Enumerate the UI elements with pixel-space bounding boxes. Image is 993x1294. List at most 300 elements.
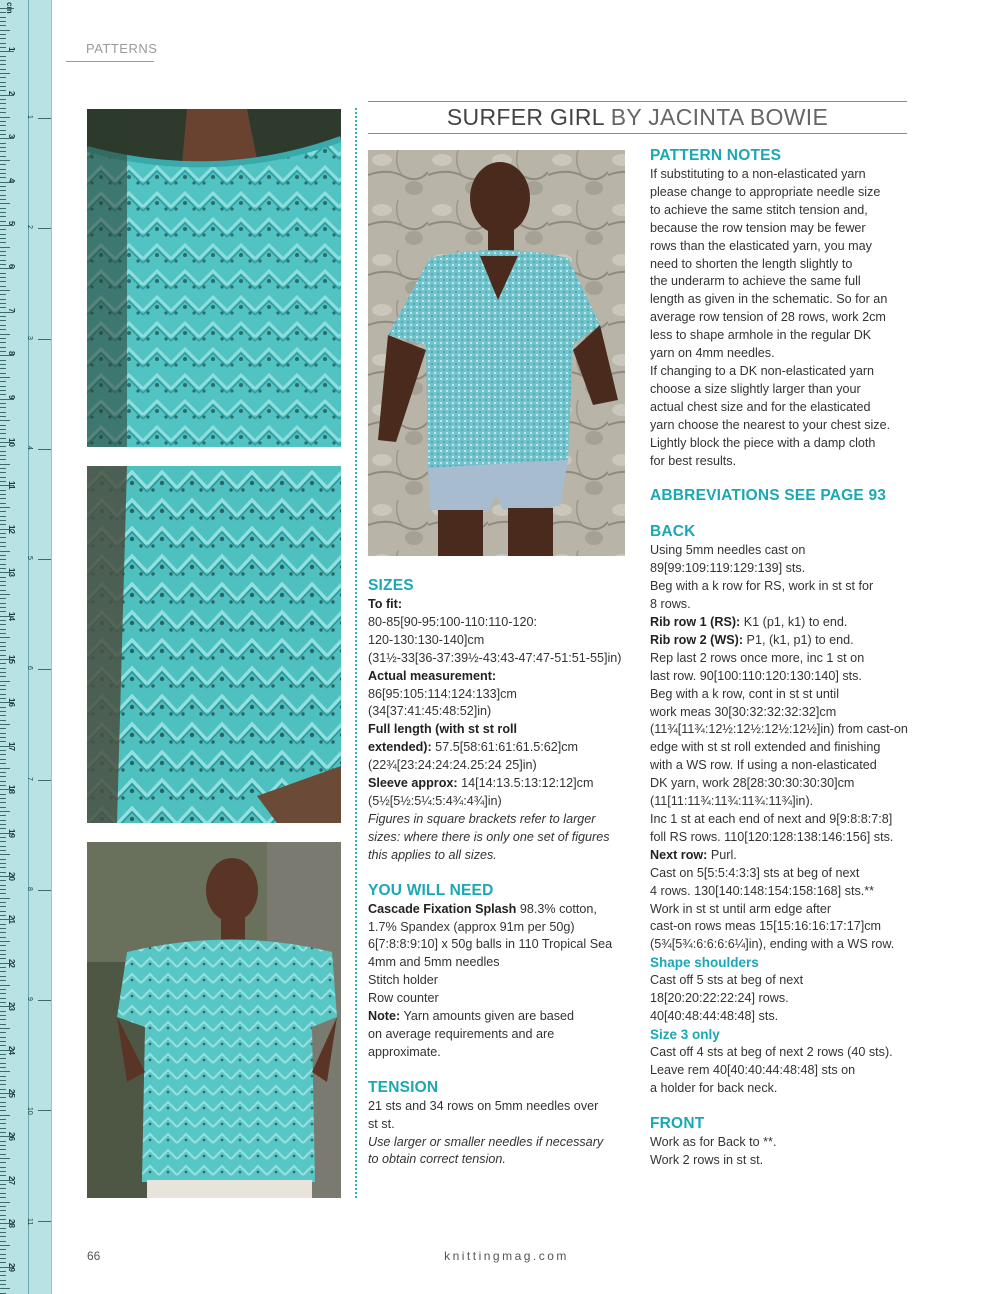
ruler-tick [0, 629, 6, 630]
ruler-tick [0, 299, 6, 300]
ruler-tick [0, 433, 6, 434]
shoulders-line: Cast off 5 sts at beg of next [650, 973, 804, 988]
notes-line: yarn choose the nearest to your chest size. [650, 417, 891, 432]
ruler-tick [0, 1115, 10, 1116]
ruler-cm-number: 5 [7, 221, 16, 226]
ruler-tick [0, 1002, 6, 1003]
ruler-tick [0, 103, 6, 104]
ruler-tick [0, 637, 10, 638]
ruler-tick [0, 603, 6, 604]
ruler-tick [0, 17, 6, 18]
ruler-tick [0, 646, 6, 647]
ruler-tick [0, 360, 6, 361]
ruler-tick [0, 503, 6, 504]
ruler-tick [0, 1228, 6, 1229]
ruler-tick [0, 203, 10, 204]
ruler-tick [0, 728, 6, 729]
ruler-tick [0, 967, 6, 968]
ruler-tick [0, 1271, 6, 1272]
notes-line: less to shape armhole in the regular DK [650, 328, 872, 343]
ruler-tick [0, 186, 6, 187]
ruler-tick [0, 156, 6, 157]
ruler-inch-tick [38, 1000, 52, 1001]
ruler-tick [0, 86, 6, 87]
ruler-tick [0, 1045, 6, 1046]
size-note-line: sizes: where there is only one set of figures [368, 829, 610, 844]
ruler-tick [0, 889, 6, 890]
ruler-tick [0, 208, 6, 209]
notes-line: need to shorten the length slightly to [650, 256, 853, 271]
ruler-tick [0, 668, 6, 669]
right-column [650, 146, 912, 1170]
ruler-tick [0, 221, 6, 222]
ruler-tick [0, 785, 6, 786]
ruler-cm-number: 4 [7, 177, 16, 183]
notes-line: If substituting to a non-elasticated yarn [650, 167, 866, 181]
ruler-inch-tick [38, 1221, 52, 1222]
ruler-tick [0, 56, 6, 57]
ruler-cm-number: 19 [7, 828, 16, 838]
ruler-tick [0, 950, 6, 951]
ruler-tick [0, 633, 6, 634]
ruler-tick [0, 481, 6, 482]
ruler-tick [0, 867, 6, 868]
ruler-tick [0, 1188, 6, 1189]
size-3-line: a holder for back neck. [650, 1080, 778, 1095]
shape-shoulders-heading: Shape shoulders [650, 955, 759, 971]
ruler-tick [0, 99, 6, 100]
ruler-inch-number: 6 [26, 666, 33, 671]
ruler-tick [0, 711, 6, 712]
ruler-tick [0, 551, 10, 552]
ruler-tick [0, 611, 6, 612]
size-note-line: Figures in square brackets refer to larger [368, 811, 596, 826]
ruler-tick [0, 511, 6, 512]
ruler-tick [0, 1197, 6, 1198]
ruler-tick [0, 915, 6, 916]
ruler-tick [0, 781, 6, 782]
notes-line: yarn on 4mm needles. [650, 346, 775, 361]
ruler-tick [0, 542, 6, 543]
ruler-tick [0, 1175, 6, 1176]
ruler-tick [0, 1284, 6, 1285]
ruler-tick [0, 841, 6, 842]
ruler-tick [0, 524, 6, 525]
ruler-tick [0, 247, 10, 248]
tension-line: 21 sts and 34 rows on 5mm needles over [368, 1098, 599, 1113]
ruler-tick [0, 733, 6, 734]
ruler-tick [0, 1041, 6, 1042]
ruler-tick [0, 1215, 6, 1216]
ruler-tick [0, 412, 6, 413]
shoulders-line: 40[40:48:44:48:48] sts. [650, 1009, 779, 1024]
back-line: 4 rows. 130[140:148:154:158:168] sts.** [650, 883, 875, 898]
ruler-tick [0, 689, 6, 690]
ruler-inch-number: 7 [26, 776, 33, 781]
need-item: 4mm and 5mm needles [368, 955, 500, 970]
ruler-tick [0, 958, 6, 959]
ruler-tick [0, 1167, 6, 1168]
ruler-tick [0, 945, 6, 946]
ruler-inch-tick [38, 118, 52, 119]
full-length-value: 57.5[58:61:61:61.5:62]cm [431, 740, 579, 755]
designer-byline: BY JACINTA BOWIE [610, 104, 829, 130]
ruler-tick [0, 273, 6, 274]
ruler-tick [0, 368, 6, 369]
back-line: Cast on 5[5:5:4:3:3] sts at beg of next [650, 865, 860, 880]
note-line: Yarn amounts given are based [400, 1009, 575, 1024]
ruler-tick [0, 750, 6, 751]
to-fit-line: 120-130:130-140]cm [368, 632, 485, 647]
ruler-tick [0, 112, 6, 113]
need-item: Row counter [368, 991, 439, 1006]
ruler-tick [0, 1171, 6, 1172]
ruler-cm-number: 12 [7, 524, 16, 534]
ruler-inch-tick [38, 669, 52, 670]
ruler-tick [0, 776, 6, 777]
ruler-tick [0, 581, 6, 582]
ruler-tick [0, 568, 6, 569]
to-fit-line: (31½-33[36-37:39½-43:43-47:47-51:51-55]in) [368, 650, 622, 665]
ruler-inch-tick [38, 559, 52, 560]
next-row-label: Next row: [650, 847, 708, 862]
ruler-tick [0, 941, 10, 942]
ruler-tick [0, 559, 6, 560]
ruler-tick [0, 294, 6, 295]
ruler-tick [0, 1280, 6, 1281]
ruler-inch-tick [38, 890, 52, 891]
full-length-label: Full length (with st st roll [368, 722, 518, 737]
to-fit-line: 80-85[90-95:100-110:110-120: [368, 614, 537, 629]
ruler-tick [0, 416, 6, 417]
sleeve-value: 14[14:13.5:13:12:12]cm [457, 776, 594, 791]
shoulders-line: 18[20:20:22:22:24] rows. [650, 991, 789, 1006]
ruler-tick [0, 1149, 6, 1150]
rib-row-1-text: K1 (p1, k1) to end. [740, 615, 848, 630]
back-line: 89[99:109:119:129:139] sts. [650, 561, 806, 576]
ruler-tick [0, 281, 6, 282]
ruler-tick [0, 60, 6, 61]
ruler-tick [0, 520, 6, 521]
ruler-cm-number: 13 [7, 568, 16, 578]
yarn-line: 98.3% cotton, [516, 901, 597, 916]
ruler-tick [0, 1076, 6, 1077]
yarn-line: 1.7% Spandex (approx 91m per 50g) [368, 919, 575, 934]
back-line: 8 rows. [650, 597, 691, 612]
ruler-tick [0, 850, 6, 851]
ruler-tick [0, 425, 6, 426]
ruler-tick [0, 768, 10, 769]
ruler-tick [0, 260, 6, 261]
ruler-cm-number: 6 [7, 264, 16, 269]
back-line: with a WS row. If using a non-elasticated [650, 758, 877, 773]
notes-line: If changing to a DK non-elasticated yarn [650, 363, 875, 378]
ruler-cm-number: 25 [7, 1089, 16, 1098]
ruler-tick [0, 998, 6, 999]
note-line: approximate. [368, 1044, 441, 1059]
ruler-tick [0, 334, 10, 335]
measuring-ruler [0, 0, 52, 1294]
ruler-inch-tick [38, 449, 52, 450]
ruler-cm-number: 11 [7, 481, 16, 490]
ruler-tick [0, 906, 6, 907]
ruler-tick [0, 143, 6, 144]
ruler-tick [0, 477, 6, 478]
ruler-tick [0, 1241, 6, 1242]
ruler-tick [0, 199, 6, 200]
ruler-tick [0, 77, 6, 78]
ruler-tick [0, 229, 6, 230]
ruler-tick [0, 1037, 6, 1038]
ruler-tick [0, 724, 10, 725]
back-heading: BACK [650, 523, 696, 541]
ruler-tick [0, 824, 6, 825]
ruler-inch-tick [38, 339, 52, 340]
ruler-tick [0, 169, 6, 170]
ruler-tick [0, 1245, 10, 1246]
ruler-tick [0, 1119, 6, 1120]
ruler-tick [0, 1123, 6, 1124]
ruler-inch-number: 5 [26, 556, 33, 561]
ruler-tick [0, 303, 6, 304]
ruler-tick [0, 1293, 6, 1294]
ruler-inch-number: 9 [26, 997, 33, 1002]
ruler-tick [0, 1084, 6, 1085]
ruler-tick [0, 759, 6, 760]
ruler-cm-number: 2 [7, 90, 16, 96]
ruler-tick [0, 455, 6, 456]
ruler-tick [0, 125, 6, 126]
ruler-cm-number: 10 [7, 438, 16, 447]
ruler-tick [0, 911, 6, 912]
ruler-tick [0, 147, 6, 148]
ruler-tick [0, 685, 6, 686]
ruler-tick [0, 971, 6, 972]
notes-line: for best results. [650, 453, 737, 468]
ruler-inch-number: 2 [26, 225, 33, 230]
ruler-cm-number: 3 [7, 134, 16, 139]
ruler-tick [0, 1032, 6, 1033]
notes-line: please change to appropriate needle size [650, 184, 881, 199]
ruler-tick [0, 64, 6, 65]
ruler-tick [0, 1236, 6, 1237]
ruler-tick [0, 737, 6, 738]
back-line: foll RS rows. 110[120:128:138:146:156] sts. [650, 829, 894, 844]
ruler-tick [0, 598, 6, 599]
ruler-tick [0, 1080, 6, 1081]
lace-sweater-front-closeup-photo [87, 109, 341, 447]
ruler-cm-number: 18 [7, 785, 16, 795]
back-line: cast-on rows meas 15[15:16:16:17:17]cm [650, 919, 882, 934]
ruler-cm-number: 28 [7, 1219, 16, 1229]
ruler-tick [0, 1024, 6, 1025]
actual-measurement-label: Actual measurement: [368, 668, 497, 683]
ruler-tick [0, 307, 6, 308]
ruler-tick [0, 937, 6, 938]
ruler-tick [0, 38, 6, 39]
ruler-tick [0, 1054, 6, 1055]
ruler-tick [0, 1058, 6, 1059]
ruler-tick [0, 1071, 10, 1072]
ruler-tick [0, 8, 14, 9]
ruler-tick [0, 438, 6, 439]
ruler-inch-number: 3 [26, 335, 33, 340]
ruler-tick [0, 51, 14, 52]
ruler-cm-number: 24 [7, 1045, 16, 1055]
ruler-tick [0, 173, 6, 174]
ruler-tick [0, 377, 10, 378]
ruler-tick [0, 624, 6, 625]
ruler-tick [0, 1232, 6, 1233]
ruler-tick [0, 720, 6, 721]
section-rule [66, 61, 154, 62]
ruler-tick [0, 655, 6, 656]
ruler-tick [0, 590, 6, 591]
ruler-tick [0, 516, 6, 517]
ruler-tick [0, 902, 6, 903]
ruler-tick [0, 807, 6, 808]
pattern-notes-heading: PATTERN NOTES [650, 147, 782, 164]
ruler-tick [0, 672, 6, 673]
sleeve-label: Sleeve approx: [368, 776, 458, 791]
rib-row-1-label: Rib row 1 (RS): [650, 615, 741, 630]
ruler-tick [0, 1089, 6, 1090]
ruler-tick [0, 472, 6, 473]
back-line: Rep last 2 rows once more, inc 1 st on [650, 650, 865, 665]
ruler-tick [0, 1097, 6, 1098]
notes-line: Lightly block the piece with a damp cloth [650, 435, 876, 450]
sizes-heading: SIZES [368, 577, 414, 594]
ruler-tick [0, 238, 6, 239]
ruler-tick [0, 837, 6, 838]
ruler-inch-number: 11 [26, 1217, 33, 1225]
ruler-tick [0, 698, 6, 699]
back-line: (5¾[5¾:6:6:6:6¼]in), ending with a WS row. [650, 937, 895, 952]
ruler-cm-number: 16 [7, 698, 16, 708]
ruler-tick [0, 264, 6, 265]
ruler-tick [0, 1128, 6, 1129]
ruler-tick [0, 741, 6, 742]
ruler-tick [0, 407, 6, 408]
ruler-inch-tick [38, 1110, 52, 1111]
note-line: on average requirements and are [368, 1026, 555, 1041]
model-wearing-top-photo [368, 150, 625, 556]
ruler-tick [0, 459, 6, 460]
ruler-tick [0, 134, 6, 135]
you-will-need-heading: YOU WILL NEED [368, 881, 494, 899]
ruler-tick [0, 537, 6, 538]
ruler-cm-number: 20 [7, 872, 16, 881]
pattern-name: SURFER GIRL [446, 104, 604, 130]
ruler-tick [0, 650, 6, 651]
ruler-tick [0, 268, 14, 269]
ruler-tick [0, 34, 6, 35]
ruler-tick [0, 498, 6, 499]
ruler-tick [0, 338, 6, 339]
ruler-tick [0, 1102, 6, 1103]
notes-line: to achieve the same stitch tension and, [650, 202, 868, 217]
title-bottom-rule [368, 133, 907, 134]
ruler-tick [0, 381, 6, 382]
ruler-tick [0, 1275, 6, 1276]
ruler-tick [0, 1162, 6, 1163]
ruler-tick [0, 1202, 10, 1203]
ruler-tick [0, 151, 6, 152]
ruler-tick [0, 394, 6, 395]
sleeve-inches: (5½[5½:5¼:5:4¾:4¾]in) [368, 793, 502, 808]
ruler-tick [0, 12, 6, 13]
back-line: DK yarn, work 28[28:30:30:30:30]cm [650, 776, 855, 791]
ruler-tick [0, 880, 6, 881]
ruler-tick [0, 954, 6, 955]
column-divider [355, 108, 357, 1198]
ruler-cm-number: 14 [7, 611, 16, 621]
ruler-tick [0, 1206, 6, 1207]
ruler-tick [0, 976, 6, 977]
ruler-tick [0, 1110, 6, 1111]
notes-line: length as given in the schematic. So for an [650, 292, 888, 307]
ruler-tick [0, 316, 6, 317]
rib-row-2-text: P1, (k1, p1) to end. [743, 632, 854, 647]
front-line: Work 2 rows in st st. [650, 1152, 764, 1167]
ruler-cm-number: 29 [7, 1262, 16, 1272]
abbreviations-heading: ABBREVIATIONS SEE PAGE 93 [650, 487, 887, 505]
tension-heading: TENSION [368, 1078, 439, 1096]
ruler-tick [0, 1219, 6, 1220]
ruler-tick [0, 763, 6, 764]
ruler-tick [0, 794, 6, 795]
ruler-tick [0, 607, 6, 608]
ruler-tick [0, 577, 6, 578]
ruler-tick [0, 90, 6, 91]
ruler-tick [0, 195, 6, 196]
back-line: (11[11:11¾:11¾:11¾:11¾]in). [650, 794, 814, 809]
ruler-cm-number: 1 [7, 47, 16, 52]
ruler-tick [0, 351, 6, 352]
ruler-tick [0, 715, 6, 716]
size-note-line: this applies to all sizes. [368, 847, 497, 862]
ruler-tick [0, 620, 6, 621]
ruler-tick [0, 546, 6, 547]
notes-line: because the row tension may be fewer [650, 220, 866, 235]
ruler-tick [0, 216, 6, 217]
ruler-tick [0, 255, 6, 256]
ruler-tick [0, 1019, 6, 1020]
ruler-tick [0, 642, 6, 643]
ruler-tick [0, 863, 6, 864]
ruler-tick [0, 69, 6, 70]
ruler-inch-number: 4 [26, 445, 33, 450]
ruler-tick [0, 1184, 6, 1185]
ruler-tick [0, 507, 10, 508]
ruler-cm-number: 21 [7, 915, 16, 925]
ruler-tick [0, 533, 6, 534]
ruler-tick [0, 989, 6, 990]
ruler-tick [0, 828, 6, 829]
ruler-tick [0, 1288, 10, 1289]
section-label: PATTERNS [86, 41, 158, 56]
ruler-inch-tick [38, 780, 52, 781]
ruler-tick [0, 386, 6, 387]
back-line: last row. 90[100:110:120:130:140] sts. [650, 668, 862, 683]
rib-row-2-label: Rib row 2 (WS): [650, 632, 744, 647]
ruler-tick [0, 694, 6, 695]
ruler-tick [0, 663, 6, 664]
ruler-tick [0, 290, 10, 291]
ruler-tick [0, 30, 10, 31]
ruler-tick [0, 277, 6, 278]
back-line: Work in st st until arm edge after [650, 901, 832, 916]
